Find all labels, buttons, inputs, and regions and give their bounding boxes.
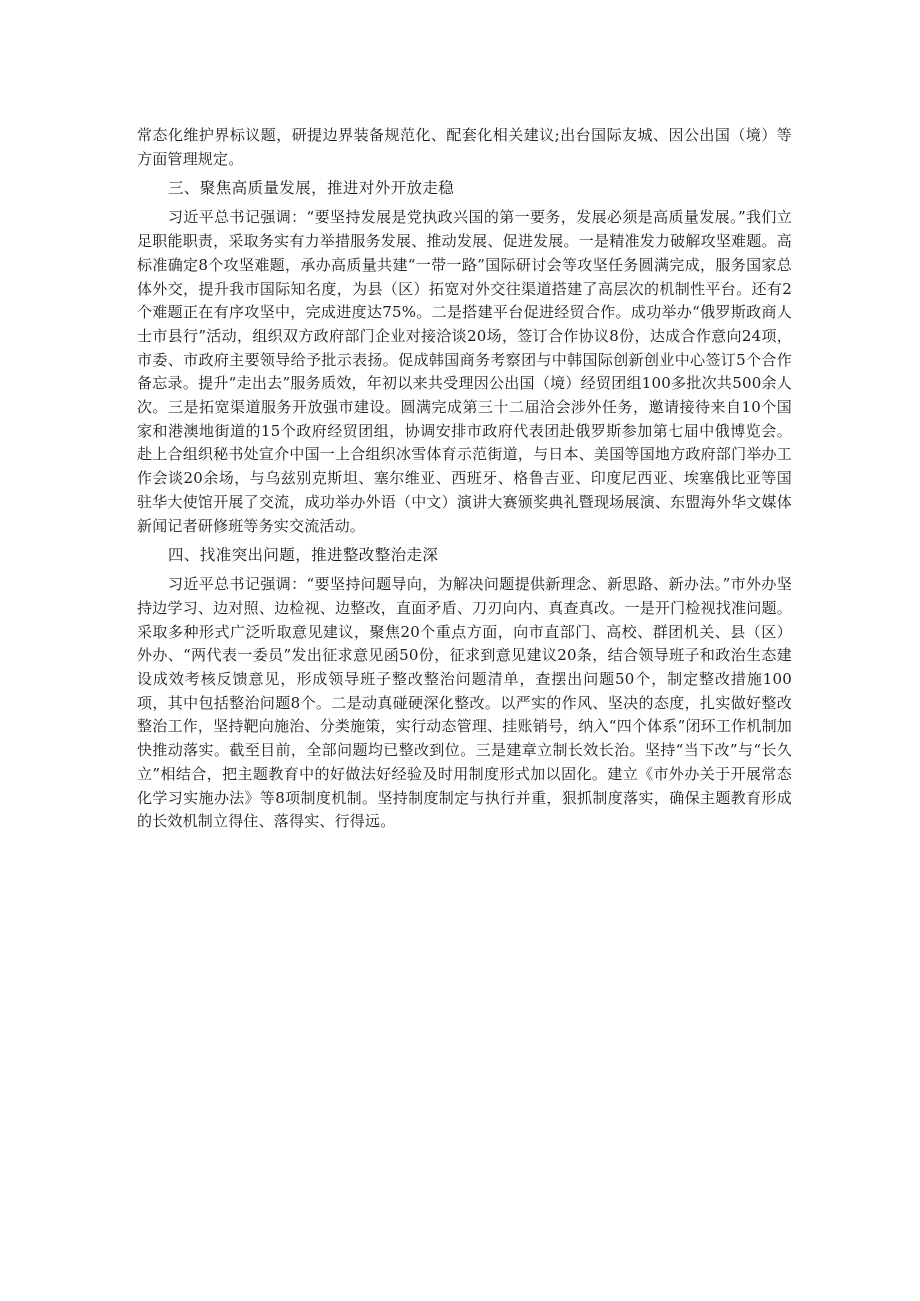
- paragraph-continuation: 常态化维护界标议题，研提边界装备规范化、配套化相关建议;出台国际友城、因公出国（境）等方面管理规定。: [137, 126, 792, 168]
- paragraph-section-three: 习近平总书记强调：“要坚持发展是党执政兴国的第一要务，发展必须是高质量发展。”我们立足职能职责，采取务实有力举措服务发展、推动发展、促进发展。一是精准发力破解攻坚难题。高标准确定8个攻坚难题，承办高质量共建“一带一路”国际研讨会等攻坚任务圆满完成，服务国家总体外交，提升我市国际知名度，为县（区）拓宽对外交往渠道搭建了高层次的机制性平台。还有2个难题正在有序攻坚中，完成进度达75%。二是搭建平台促进经贸合作。成功举办“俄罗斯政商人士市县行”活动，组织双方政府部门企业对接洽谈20场，签订合作协议8份，达成合作意向24项，市委、市政府主要领导给予批示表扬。促成韩国商务考察团与中韩国际创新创业中心签订5个合作备忘录。提升“走出去”服务质效，年初以来共受理因公出国（境）经贸团组100多批次共500余人次。三是拓宽渠道服务开放强市建设。圆满完成第三十二届洽会涉外任务，邀请接待来自10个国家和港澳地街道的15个政府经贸团组，协调安排市政府代表团赴俄罗斯参加第七届中俄博览会。赴上合组织秘书处宣介中国一上合组织冰雪体育示范街道，与日本、美国等国地方政府部门举办工作会谈20余场，与乌兹别克斯坦、塞尔维亚、西班牙、格鲁吉亚、印度尼西亚、埃塞俄比亚等国驻华大使馆开展了交流，成功举办外语（中文）演讲大赛颁奖典礼暨现场展演、东盟海外华文媒体新闻记者研修班等务实交流活动。: [137, 208, 792, 535]
- document-page: [137, 124, 792, 834]
- paragraph-section-four: 习近平总书记强调：“要坚持问题导向，为解决问题提供新理念、新思路、新办法。”市外办坚持边学习、边对照、边检视、边整改，直面矛盾、刀刃向内、真查真改。一是开门检视找准问题。采取多种形式广泛听取意见建议，聚焦20个重点方面，向市直部门、高校、群团机关、县（区）外办、“两代表一委员”发出征求意见函50份，征求到意见建议20条，结合领导班子和政治生态建设成效考核反馈意见，形成领导班子整改整治问题清单，查摆出问题50个，制定整改措施100项，其中包括整治问题8个。二是动真碰硬深化整改。以严实的作风、坚决的态度，扎实做好整改整治工作，坚持靶向施治、分类施策，实行动态管理、挂账销号，纳入“四个体系”闭环工作机制加快推动落实。截至目前，全部问题均已整改到位。三是建章立制长效长治。坚持“当下改”与“长久立”相结合，把主题教育中的好做法好经验及时用制度形式加以固化。建立《市外办关于开展常态化学习实施办法》等8项制度机制。坚持制度制定与执行并重，狠抓制度落实，确保主题教育形成的长效机制立得住、落得实、行得远。: [137, 575, 792, 831]
- section-heading-three: 三、聚焦高质量发展，推进对外开放走稳: [168, 179, 455, 198]
- section-heading-four: 四、找准突出问题，推进整改整治走深: [168, 546, 439, 565]
